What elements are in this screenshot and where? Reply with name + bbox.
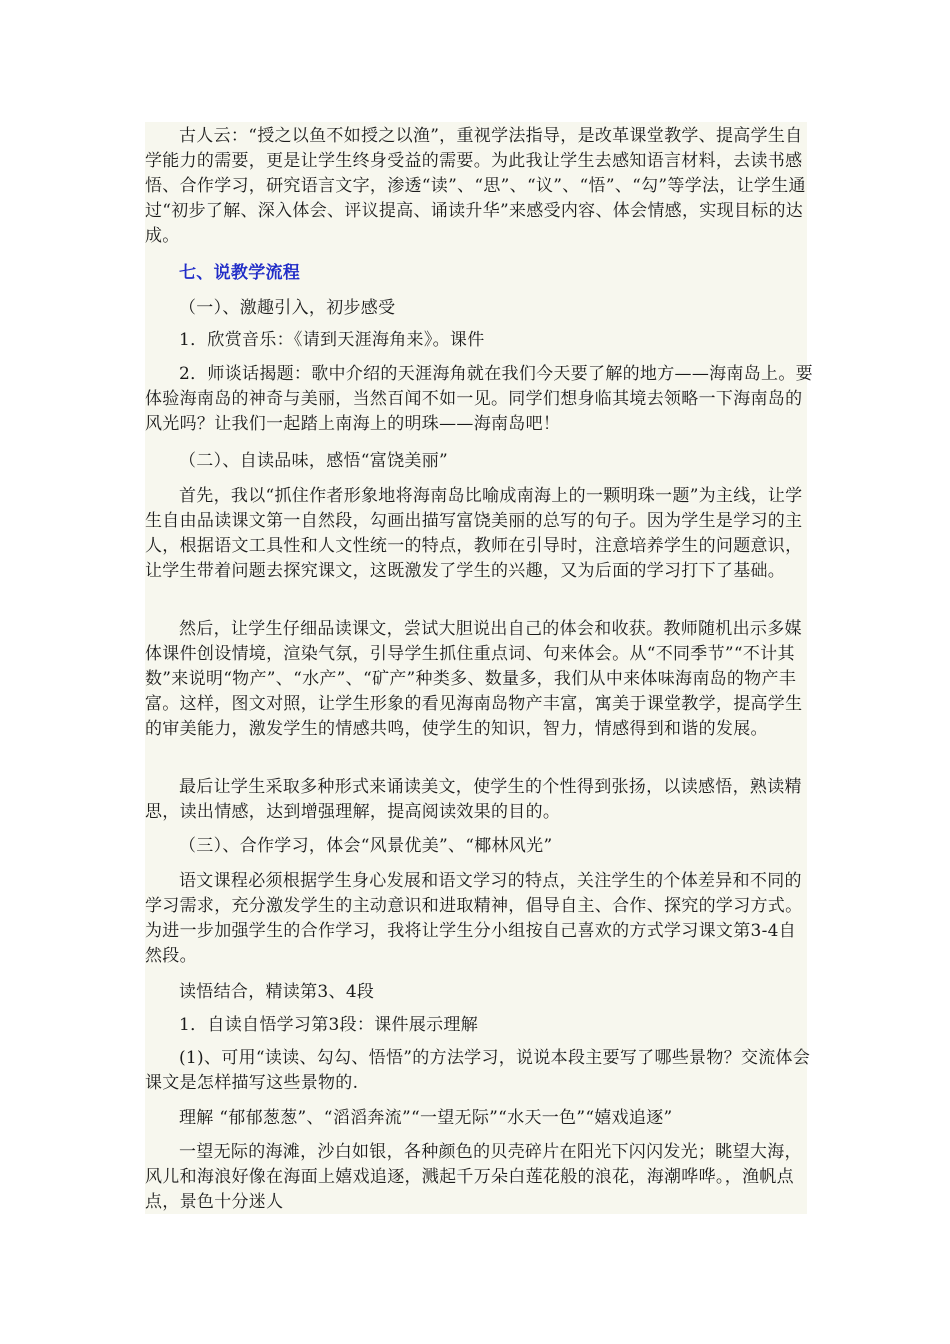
paragraph-study-method: 古人云：“授之以鱼不如授之以渔”，重视学法指导，是改革课堂教学、提高学生自学能力的需要，更是让学生终身受益的需要。为此我让学生去感知语言材料，去读书感悟、合作学习，研究语言文字，渗透“读”、“思”、“议”、“悟”、“勾”等学法，让学生通过“初步了解、深入体会、评议提高、诵读升华”来感受内容、体会情感，实现目标的达成。 <box>145 126 806 246</box>
subheading-part-one: （一）、激趣引入，初步感受 <box>179 298 396 318</box>
paragraph-curriculum: 语文课程必须根据学生身心发展和语文学习的特点，关注学生的个体差异和不同的学习需求，充分激发学生的主动意识和进取精神，倡导自主、合作、探究的学习方式。为进一步加强学生的合作学习，我将让学生分小组按自己喜欢的方式学习课文第3-4自然段。 <box>145 871 803 966</box>
paragraph-step-1: 1．欣赏音乐：《请到天涯海角来》。课件 <box>179 330 485 350</box>
paragraph-method-1: (1)、可用“读读、勾勾、悟悟”的方法学习，说说本段主要写了哪些景物？交流体会课文是怎样描写这些景物的. <box>145 1048 811 1093</box>
paragraph-then: 然后，让学生仔细品读课文，尝试大胆说出自己的体会和收获。教师随机出示多媒体课件创设情境，渲染气氛，引导学生抓住重点词、句来体会。从“不同季节”“不计其数”来说明“物产”、“水产”、“矿产”种类多、数量多，我们从中来体味海南岛的物产丰富。这样，图文对照，让学生形象的看见海南岛物产丰富，寓美于课堂教学，提高学生的审美能力，激发学生的情感共鸣，使学生的知识，智力，情感得到和谐的发展。 <box>145 619 803 739</box>
paragraph-step-2: 2．师谈话揭题：歌中介绍的天涯海角就在我们今天要了解的地方——海南岛上。要体验海南岛的神奇与美丽，当然百闻不如一见。同学们想身临其境去领略一下海南岛的风光吗？让我们一起踏上南海上的明珠——海南岛吧！ <box>145 364 813 434</box>
paragraph-beach-description: 一望无际的海滩，沙白如银，各种颜色的贝壳碎片在阳光下闪闪发光；眺望大海，风儿和海浪好像在海面上嬉戏追逐，溅起千万朵白莲花般的浪花，海潮哗哗。，渔帆点点，景色十分迷人 <box>145 1142 802 1212</box>
paragraph-understand-words: 理解 “郁郁葱葱”、“滔滔奔流”“一望无际”“水天一色”“嬉戏追逐” <box>179 1108 673 1128</box>
section-heading-teaching-process: 七、说教学流程 <box>179 263 301 283</box>
paragraph-read-and-understand: 读悟结合，精读第3、4段 <box>179 982 375 1002</box>
paragraph-self-study: 1．自读自悟学习第3段：课件展示理解 <box>179 1015 479 1035</box>
paragraph-first: 首先，我以“抓住作者形象地将海南岛比喻成南海上的一颗明珠一题”为主线，让学生自由品读课文第一自然段，勾画出描写富饶美丽的总写的句子。因为学生是学习的主人，根据语文工具性和人文性统一的特点，教师在引导时，注意培养学生的问题意识，让学生带着问题去探究课文，这既激发了学生的兴趣，又为后面的学习打下了基础。 <box>145 486 803 581</box>
subheading-part-two: （二）、自读品味，感悟“富饶美丽” <box>179 451 448 471</box>
paragraph-finally: 最后让学生采取多种形式来诵读美文，使学生的个性得到张扬，以读感悟，熟读精思，读出情感，达到增强理解，提高阅读效果的目的。 <box>145 777 802 822</box>
subheading-part-three: （三）、合作学习，体会“风景优美”、“椰林风光” <box>179 836 553 856</box>
